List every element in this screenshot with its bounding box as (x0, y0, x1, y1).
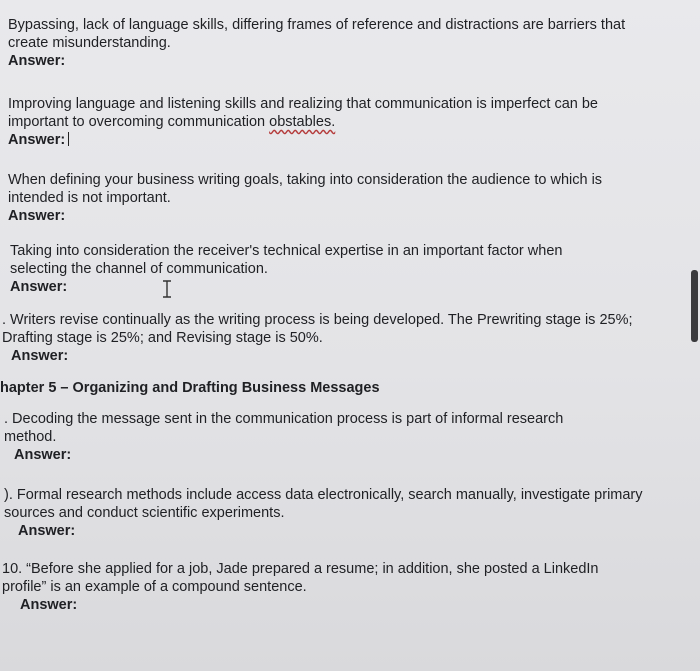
question-2 (8, 95, 658, 149)
chapter-heading: hapter 5 – Organizing and Drafting Business Messages (0, 380, 380, 396)
chapter-question-3 (2, 560, 642, 614)
question-text: Bypassing, lack of language skills, differing frames of reference and distractions are barriers that create misunderstanding. (8, 17, 626, 51)
question-text (4, 410, 614, 446)
chapter-question-2 (4, 486, 644, 540)
question-text-main: Formal research methods include access data electronically, search manually, investigate primary sources and conduct scientific experiments. (4, 487, 643, 521)
question-number: . (2, 312, 7, 328)
question-number: ). (4, 487, 13, 503)
question-text: Taking into consideration the receiver's technical expertise in an important factor when selecting the channel of communication. (10, 243, 563, 277)
question-text (2, 311, 652, 347)
answer-label[interactable]: Answer: (10, 279, 68, 295)
question-text-main: “Before she applied for a job, Jade prepared a resume; in addition, she posted a LinkedIn profile” is an example of a compound sentence. (2, 561, 599, 595)
scrollbar-thumb[interactable] (691, 270, 698, 342)
question-text (4, 486, 644, 522)
question-text (8, 95, 658, 131)
answer-label[interactable]: Answer: (18, 523, 76, 539)
answer-label-text: Answer: (8, 132, 66, 148)
question-text-main: Writers revise continually as the writing process is being developed. The Prewriting stage is 25%; Drafting stage is 25%; and Revising stage is 50%. (2, 312, 633, 346)
question-number: 10. (2, 561, 23, 577)
answer-label[interactable]: Answer: (8, 53, 66, 69)
question-3 (8, 171, 658, 225)
question-5 (2, 311, 652, 365)
answer-label[interactable]: Answer: (14, 447, 72, 463)
question-text-main: Improving language and listening skills and realizing that communication is imperfect can be important to overcoming communication (8, 96, 598, 130)
question-4 (10, 242, 620, 296)
answer-label[interactable]: Answer: (20, 597, 78, 613)
question-number: . (4, 411, 9, 427)
question-text: When defining your business writing goals, taking into consideration the audience to which is intended is not important. (8, 172, 603, 206)
question-1 (8, 16, 648, 70)
answer-label[interactable] (8, 131, 658, 149)
misspelled-word: obstables. (269, 114, 336, 130)
chapter-question-1 (4, 410, 614, 464)
answer-label[interactable]: Answer: (11, 348, 69, 364)
question-text (2, 560, 642, 596)
ibeam-cursor-icon (160, 280, 174, 298)
text-cursor (68, 132, 69, 146)
question-text-main: Decoding the message sent in the communication process is part of informal research method. (4, 411, 564, 445)
answer-label[interactable]: Answer: (8, 208, 66, 224)
